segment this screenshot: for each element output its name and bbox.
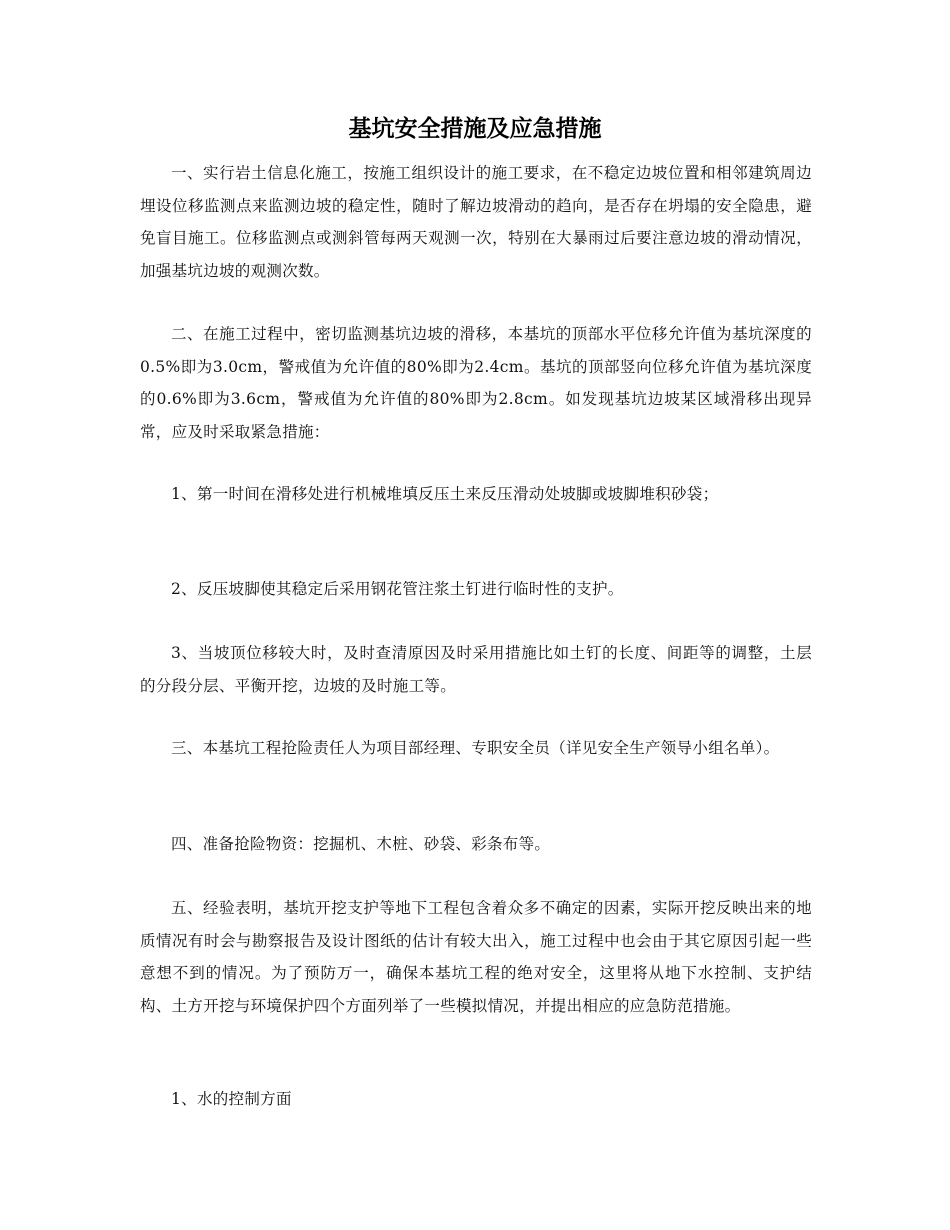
paragraph-water-control-heading: 1、水的控制方面 [171, 1090, 292, 1108]
paragraph-displacement-limits: 二、在施工过程中，密切监测基坑边坡的滑移，本基坑的顶部水平位移允许值为基坑深度的0.5%即为3.0cm，警戒值为允许值的80%即为2.4cm。基坑的顶部竖向位移允许值为基坑深度的0.6%即为3.6cm，警戒值为允许值的80%即为2.8cm。如发现基坑边坡某区域滑移出现异常，应及时采取紧急措施： [140, 325, 812, 441]
paragraph-measure-2: 2、反压坡脚使其稳定后采用钢花管注浆土钉进行临时性的支护。 [171, 580, 624, 598]
paragraph-experience: 五、经验表明，基坑开挖支护等地下工程包含着众多不确定的因素，实际开挖反映出来的地质情况有时会与勘察报告及设计图纸的估计有较大出入，施工过程中也会由于其它原因引起一些意想不到的情况。为了预防万一，确保本基坑工程的绝对安全，这里将从地下水控制、支护结构、土方开挖与环境保护四个方面列举了一些模拟情况，并提出相应的应急防范措施。 [140, 899, 812, 1015]
paragraph-responsible-persons: 三、本基坑工程抢险责任人为项目部经理、专职安全员（详见安全生产领导小组名单）。 [171, 739, 780, 757]
document-title: 基坑安全措施及应急措施 [348, 115, 602, 142]
paragraph-measure-3: 3、当坡顶位移较大时，及时查清原因及时采用措施比如土钉的长度、间距等的调整，土层的分段分层、平衡开挖，边坡的及时施工等。 [140, 644, 812, 695]
paragraph-monitoring: 一、实行岩土信息化施工，按施工组织设计的施工要求，在不稳定边坡位置和相邻建筑周边埋设位移监测点来监测边坡的稳定性，随时了解边坡滑动的趋向，是否存在坍塌的安全隐患，避免盲目施工。位移监测点或测斜管每两天观测一次，特别在大暴雨过后要注意边坡的滑动情况，加强基坑边坡的观测次数。 [140, 164, 812, 280]
paragraph-measure-1: 1、第一时间在滑移处进行机械堆填反压土来反压滑动处坡脚或坡脚堆积砂袋； [171, 485, 719, 503]
paragraph-emergency-supplies: 四、准备抢险物资：挖掘机、木桩、砂袋、彩条布等。 [171, 835, 551, 853]
